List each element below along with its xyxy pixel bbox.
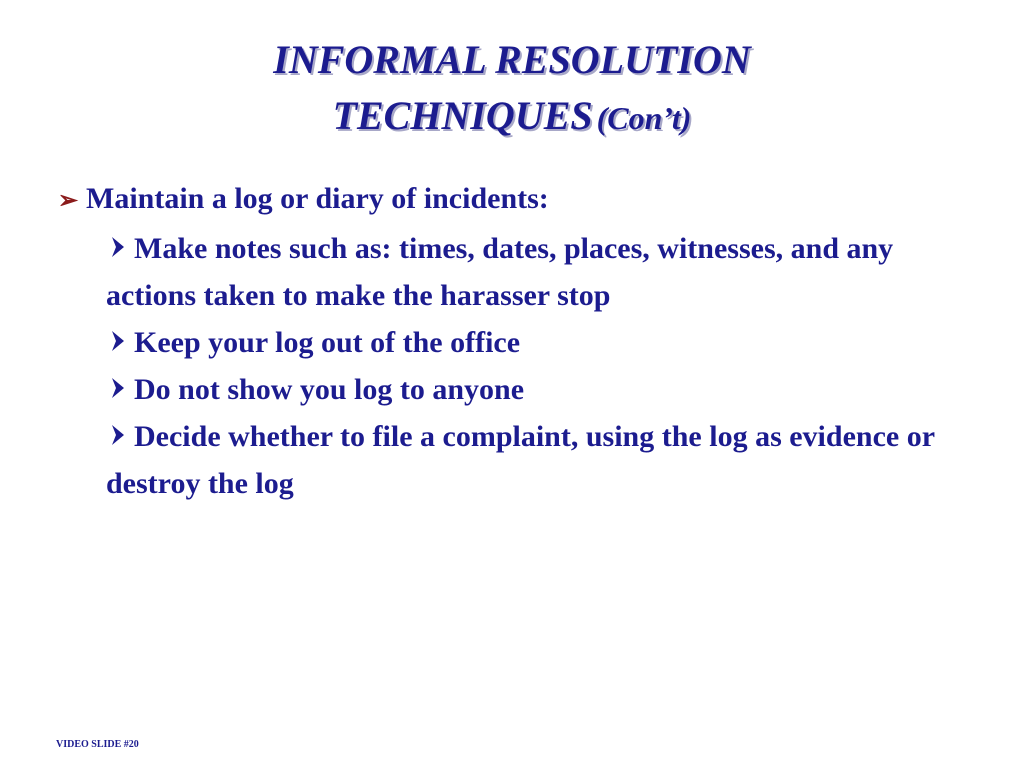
title-main-text: TECHNIQUES bbox=[332, 93, 593, 138]
sub-bullet-text: Make notes such as: times, dates, places, witnesses, and any actions taken to make the harasser stop bbox=[106, 232, 894, 312]
slide-body bbox=[58, 175, 978, 507]
sub-bullet-text: Do not show you log to anyone bbox=[134, 373, 525, 406]
sub-bullet-item bbox=[58, 319, 978, 366]
title-continued-text: (Con’t) bbox=[596, 100, 692, 136]
sub-bullet-item bbox=[58, 366, 978, 413]
chevron-right-icon bbox=[106, 235, 130, 259]
sub-bullet-item bbox=[58, 225, 978, 319]
sub-bullet-text: Decide whether to file a complaint, using the log as evidence or destroy the log bbox=[106, 420, 935, 500]
bullet-text: Maintain a log or diary of incidents: bbox=[86, 182, 549, 215]
chevron-right-icon bbox=[106, 329, 130, 353]
bullet-item bbox=[58, 175, 978, 225]
title-line-1: INFORMAL RESOLUTION bbox=[273, 37, 751, 82]
sub-bullet-item bbox=[58, 413, 978, 507]
arrow-bullet-icon: ➢ bbox=[58, 188, 79, 214]
chevron-right-icon bbox=[106, 423, 130, 447]
chevron-right-icon bbox=[106, 376, 130, 400]
slide-footer: VIDEO SLIDE #20 bbox=[56, 739, 139, 750]
slide-title bbox=[0, 32, 1024, 153]
title-line-2 bbox=[0, 88, 1024, 153]
sub-bullet-text: Keep your log out of the office bbox=[134, 326, 521, 359]
